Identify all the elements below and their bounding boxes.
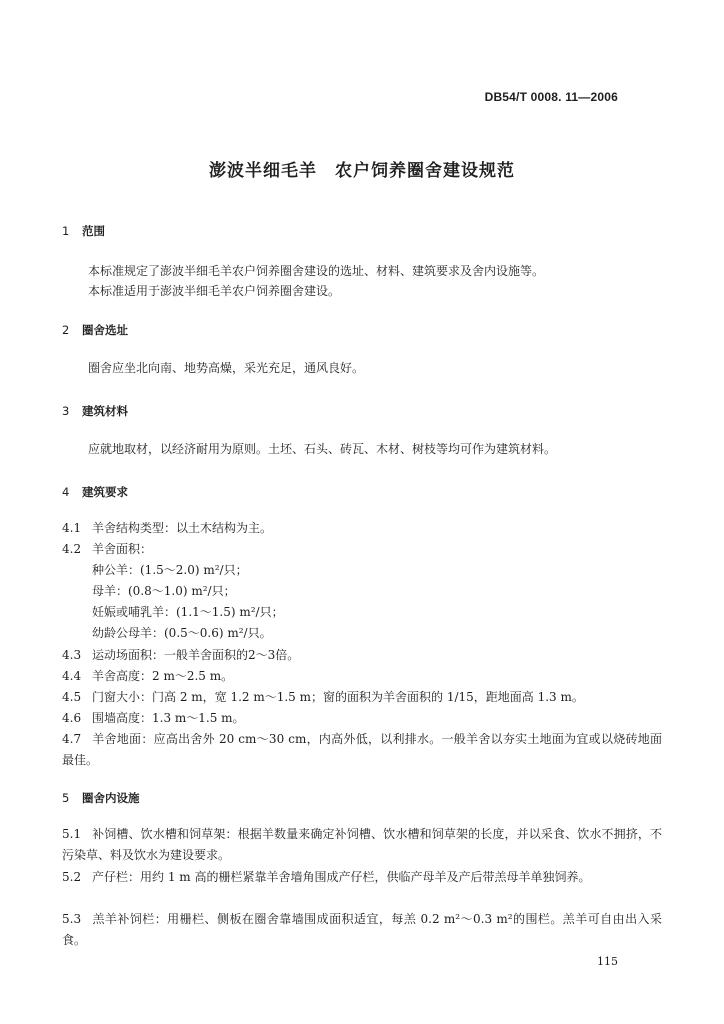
clause-number: 4.4 (62, 669, 82, 683)
clause-4-2-item (62, 623, 272, 643)
document-code: DB54/T 0008. 11—2006 (484, 90, 618, 104)
page-number: 115 (597, 955, 618, 968)
section-3-paragraph-1: 应就地取材，以经济耐用为原则。土坯、石头、砖瓦、木材、树枝等均可作为建筑材料。 (88, 442, 557, 456)
clause-text: 羊舍结构类型：以土木结构为主。 (92, 521, 273, 535)
clause-5-1 (62, 824, 662, 866)
clause-text: 幼龄公母羊：(0.5～0.6) m²/只。 (92, 626, 272, 640)
section-title: 范围 (82, 224, 105, 238)
section-number: 2 (62, 323, 70, 337)
clause-4-4 (62, 666, 233, 686)
section-title: 建筑要求 (82, 485, 128, 499)
section-1-paragraph-2: 本标准适用于澎波半细毛羊农户饲养圈舍建设。 (88, 284, 341, 298)
section-1-heading (62, 223, 105, 239)
clause-text: 羊舍高度：2 m～2.5 m。 (92, 669, 234, 683)
section-number: 4 (62, 485, 70, 499)
clause-number: 5.3 (62, 912, 82, 926)
clause-4-3 (62, 645, 299, 665)
clause-number: 5.1 (62, 827, 82, 841)
clause-number: 4.2 (62, 542, 82, 556)
clause-4-2-item (62, 581, 236, 601)
clause-text: 补饲槽、饮水槽和饲草架：根据羊数量来确定补饲槽、饮水槽和饲草架的长度，并以采食、饮水不拥挤，不污染草、料及饮水为建设要求。 (62, 827, 662, 862)
section-2-heading (62, 322, 128, 338)
clause-4-5 (62, 687, 584, 707)
clause-text: 妊娠或哺乳羊：(1.1～1.5) m²/只； (92, 605, 284, 619)
clause-text: 围墙高度：1.3 m～1.5 m。 (92, 711, 245, 725)
section-title: 圈舍选址 (82, 323, 128, 337)
clause-number: 5.2 (62, 870, 82, 884)
section-number: 1 (62, 224, 70, 238)
section-3-heading (62, 403, 128, 419)
clause-text: 羔羊补饲栏：用栅栏、侧板在圈舍靠墙围成面积适宜，每羔 0.2 m²～0.3 m²的围栏。羔羊可自由出入采食。 (62, 912, 662, 947)
clause-text: 种公羊：(1.5～2.0) m²/只； (92, 563, 248, 577)
section-2-paragraph-1: 圈舍应坐北向南、地势高燥，采光充足，通风良好。 (88, 361, 365, 375)
section-number: 3 (62, 404, 70, 418)
document-title: 澎波半细毛羊 农户饲养圈舍建设规范 (209, 161, 515, 181)
clause-text: 门窗大小：门高 2 m，宽 1.2 m～1.5 m；窗的面积为羊舍面积的 1/15，距地面高 1.3 m。 (92, 690, 584, 704)
clause-text: 运动场面积：一般羊舍面积的2～3倍。 (92, 648, 300, 662)
clause-4-7 (62, 729, 662, 771)
section-1-paragraph-1: 本标准规定了澎波半细毛羊农户饲养圈舍建设的选址、材料、建筑要求及舍内设施等。 (88, 264, 545, 278)
clause-text: 羊舍地面：应高出舍外 20 cm～30 cm，内高外低，以利排水。一般羊舍以夯实土地面为宜或以烧砖地面最佳。 (62, 732, 662, 767)
clause-4-2-item (62, 602, 284, 622)
section-title: 圈舍内设施 (82, 791, 140, 805)
clause-text: 产仔栏：用约 1 m 高的栅栏紧靠羊舍墙角围成产仔栏，供临产母羊及产后带羔母羊单独饲养。 (92, 870, 591, 884)
section-title: 建筑材料 (82, 404, 128, 418)
clause-4-2 (62, 539, 152, 559)
clause-4-6 (62, 708, 245, 728)
clause-number: 4.1 (62, 521, 82, 535)
clause-number: 4.3 (62, 648, 82, 662)
clause-5-2 (62, 867, 662, 888)
clause-text: 母羊：(0.8～1.0) m²/只； (92, 584, 236, 598)
clause-number: 4.6 (62, 711, 82, 725)
clause-4-2-item (62, 560, 248, 580)
clause-4-1 (62, 518, 272, 538)
clause-text: 羊舍面积： (92, 542, 153, 556)
section-4-heading (62, 484, 128, 500)
clause-5-3 (62, 909, 662, 951)
clause-number: 4.5 (62, 690, 82, 704)
section-5-heading (62, 790, 140, 806)
section-number: 5 (62, 791, 70, 805)
clause-number: 4.7 (62, 732, 82, 746)
